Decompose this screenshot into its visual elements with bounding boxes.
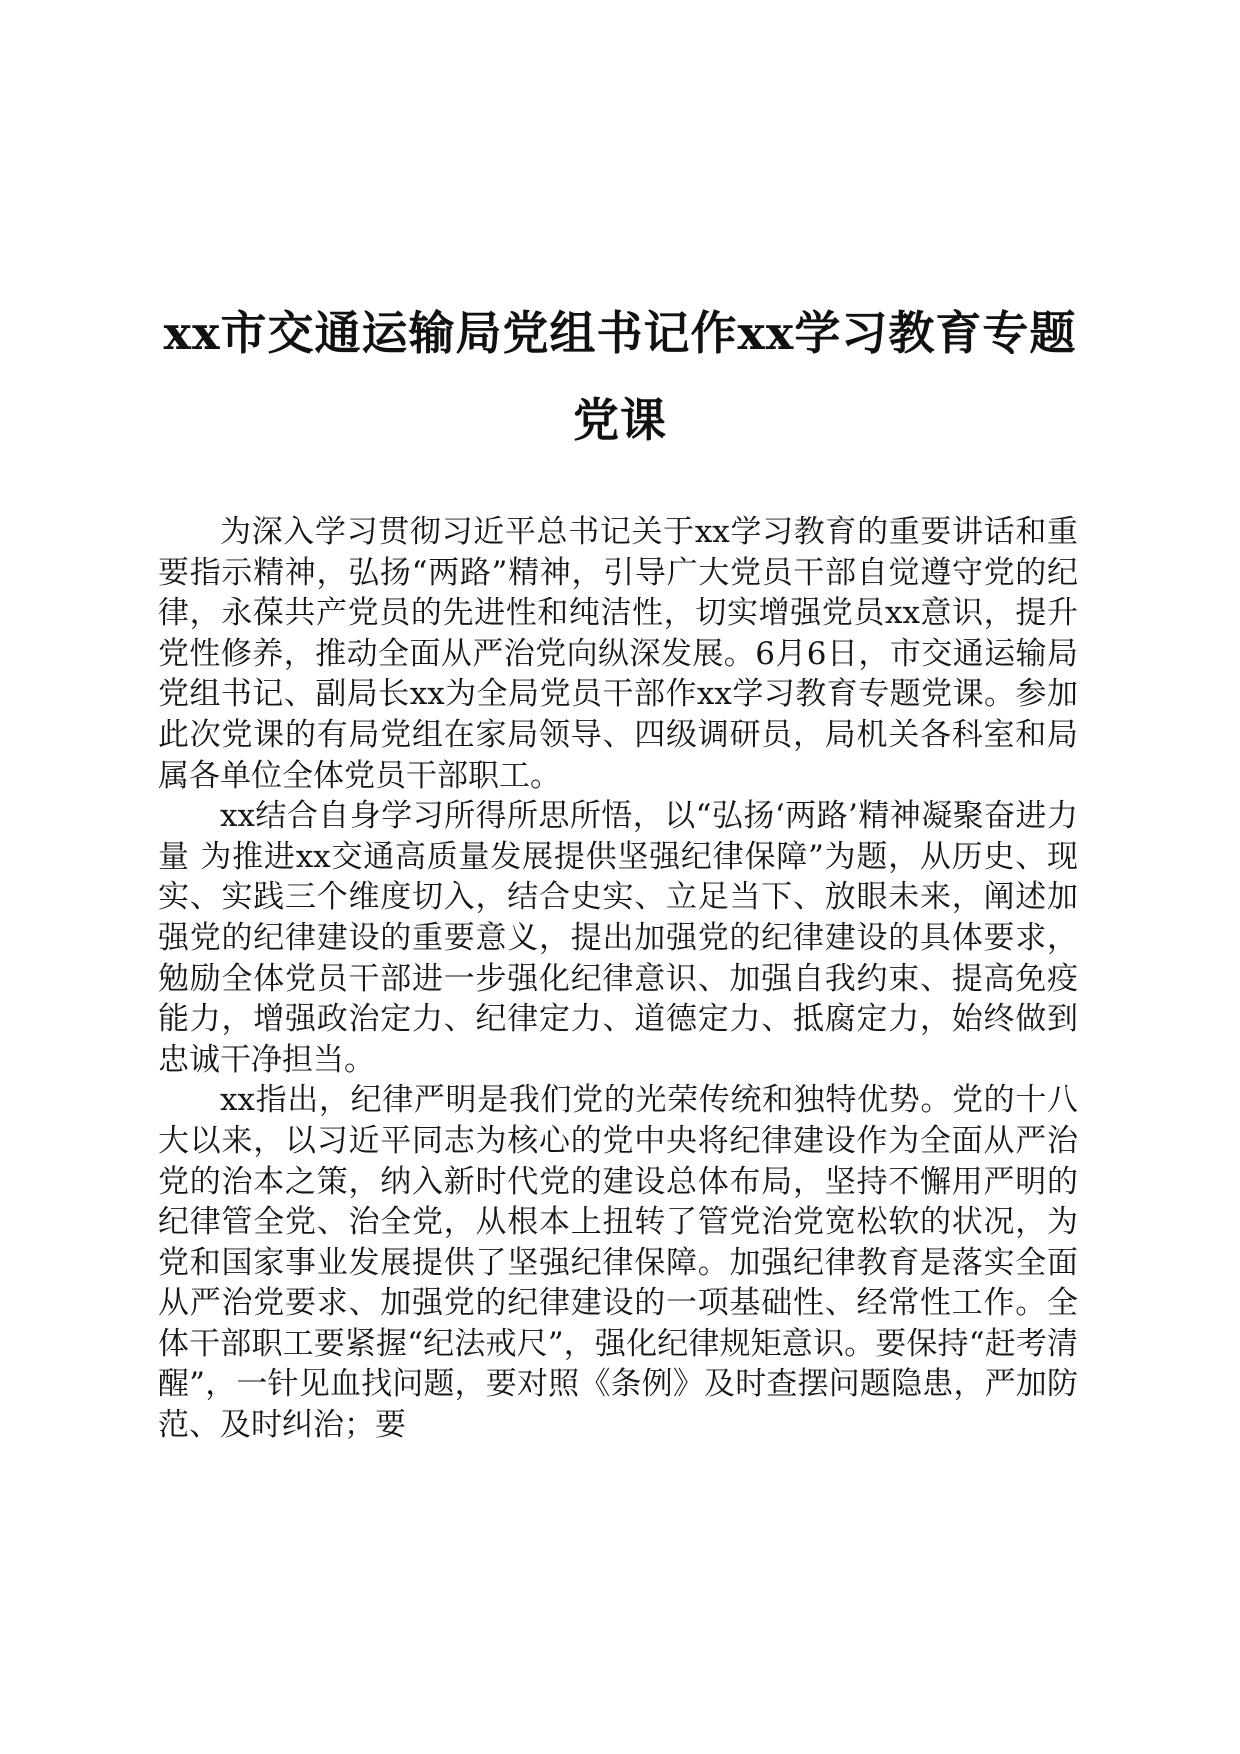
paragraph-3: xx指出，纪律严明是我们党的光荣传统和独特优势。党的十八大以来，以习近平同志为核心的党中央将纪律建设作为全面从严治党的治本之策，纳入新时代党的建设总体布局，坚持不懈用严明的纪律管全党、治全党，从根本上扭转了管党治党宽松软的状况，为党和国家事业发展提供了坚强纪律保障。加强纪律教育是落实全面从严治党要求、加强党的纪律建设的一项基础性、经常性工作。全体干部职工要紧握“纪法戒尺”，强化纪律规矩意识。要保持“赶考清醒”，一针见血找问题，要对照《条例》及时查摆问题隐患，严加防范、及时纠治；要 (158, 1082, 1078, 1444)
paragraph-1: 为深入学习贯彻习近平总书记关于xx学习教育的重要讲话和重要指示精神，弘扬“两路”精神，引导广大党员干部自觉遵守党的纪律，永葆共产党员的先进性和纯洁性，切实增强党员xx意识，提升党性修养，推动全面从严治党向纵深发展。6月6日，市交通运输局党组书记、副局长xx为全局党员干部作xx学习教育专题党课。参加此次党课的有局党组在家局领导、四级调研员，局机关各科室和局属各单位全体党员干部职工。 (158, 514, 1078, 794)
paragraph-2: xx结合自身学习所得所思所悟，以“弘扬‘两路’精神凝聚奋进力量 为推进xx交通高质量发展提供坚强纪律保障”为题，从历史、现实、实践三个维度切入，结合史实、立足当下、放眼未来，阐述加强党的纪律建设的重要意义，提出加强党的纪律建设的具体要求，勉励全体党员干部进一步强化纪律意识、加强自我约束、提高免疫能力，增强政治定力、纪律定力、道德定力、抵腐定力，始终做到忠诚干净担当。 (158, 798, 1078, 1078)
document-body (158, 512, 1078, 1446)
document-title-line-2: 党课 (573, 393, 667, 447)
document-title-line-1: xx市交通运输局党组书记作xx学习教育专题 (163, 306, 1077, 360)
